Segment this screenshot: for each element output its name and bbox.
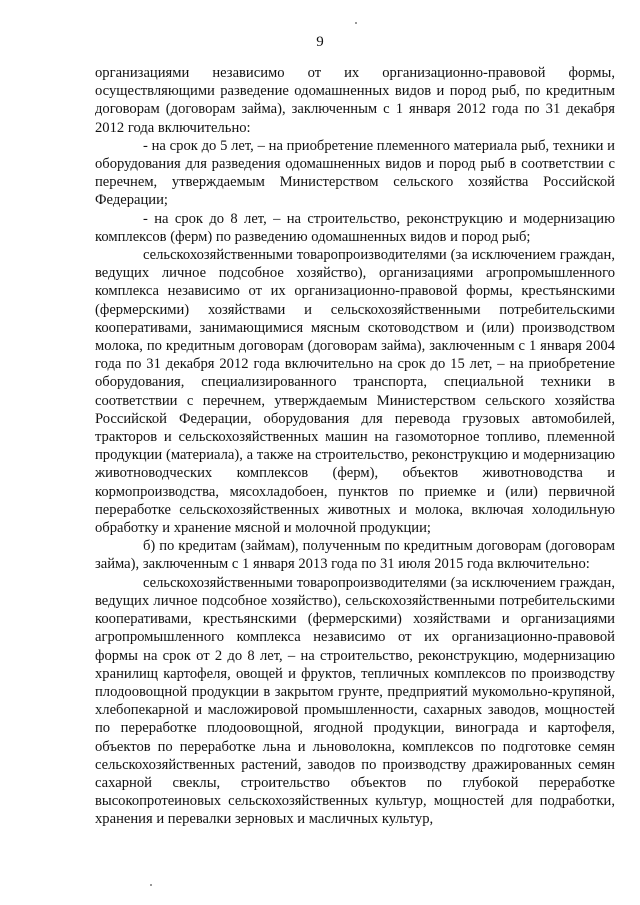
page-number: 9 <box>316 34 324 50</box>
paragraph: организациями независимо от их организационно-правовой формы, осуществляющими разведение одомашненных видов и пород рыб, по кредитным договорам (договорам займа), заключенным с 1 января 2012 года по 31 декабря 2012 года включительно: <box>95 65 615 136</box>
document-body <box>95 64 615 829</box>
paragraph: сельскохозяйственными товаропроизводителями (за исключением граждан, ведущих личное подсобное хозяйство), сельскохозяйственными потребительскими кооперативами, крестьянскими (фермерскими) хозяйствами и организациями агропромышленного комплекса независимо от их организационно-правовой формы на срок от 2 до 8 лет, – на строительство, реконструкцию, модернизацию хранилищ картофеля, овощей и фруктов, тепличных комплексов по производству плодоовощной продукции в закрытом грунте, предприятий мукомольно-крупяной, хлебопекарной и масложировой промышленности, сахарных заводов, мощностей по переработке плодоовощной, ягодной продукции, винограда и картофеля, объектов по переработке льна и льноволокна, комплексов по подготовке семян сельскохозяйственных растений, заводов по производству дражированных семян сахарной свеклы, строительство объектов по глубокой переработке высокопротеиновых сельскохозяйственных культур, мощностей для подработки, хранения и перевалки зерновых и масличных культур, <box>95 574 615 828</box>
scan-speck <box>150 884 152 886</box>
paragraph: - на срок до 5 лет, – на приобретение племенного материала рыб, техники и оборудования для разведения одомашненных видов и пород рыб в соответствии с перечнем, утверждаемым Министерством сельского хозяйства Российской Федерации; <box>95 137 615 209</box>
paragraph: б) по кредитам (займам), полученным по кредитным договорам (договорам займа), заключенным с 1 января 2013 года по 31 июля 2015 года включительно: <box>95 538 615 573</box>
paragraph: - на срок до 8 лет, – на строительство, реконструкцию и модернизацию комплексов (ферм) по разведению одомашненных видов и пород рыб; <box>95 210 615 245</box>
paragraph: сельскохозяйственными товаропроизводителями (за исключением граждан, ведущих личное подсобное хозяйство), организациями агропромышленного комплекса независимо от их организационно-правовой формы, крестьянскими (фермерскими) хозяйствами и сельскохозяйственными потребительскими кооперативами, занимающимися мясным скотоводством и (или) производством молока, по кредитным договорам (договорам займа), заключенным с 1 января 2004 года по 31 декабря 2012 года включительно на срок до 15 лет, – на приобретение оборудования, специализированного транспорта, специальной техники в соответствии с перечнем, утверждаемым Министерством сельского хозяйства Российской Федерации, оборудования для перевода грузовых автомобилей, тракторов и сельскохозяйственных машин на газомоторное топливо, племенной продукции (материала), а также на строительство, реконструкцию и модернизацию животноводческих комплексов (ферм), объектов животноводства и кормопроизводства, мясохладобоен, пунктов по приемке и (или) первичной переработке сельскохозяйственных животных и молока, включая холодильную обработку и хранение мясной и молочной продукции; <box>95 247 615 537</box>
scan-speck <box>355 22 357 24</box>
